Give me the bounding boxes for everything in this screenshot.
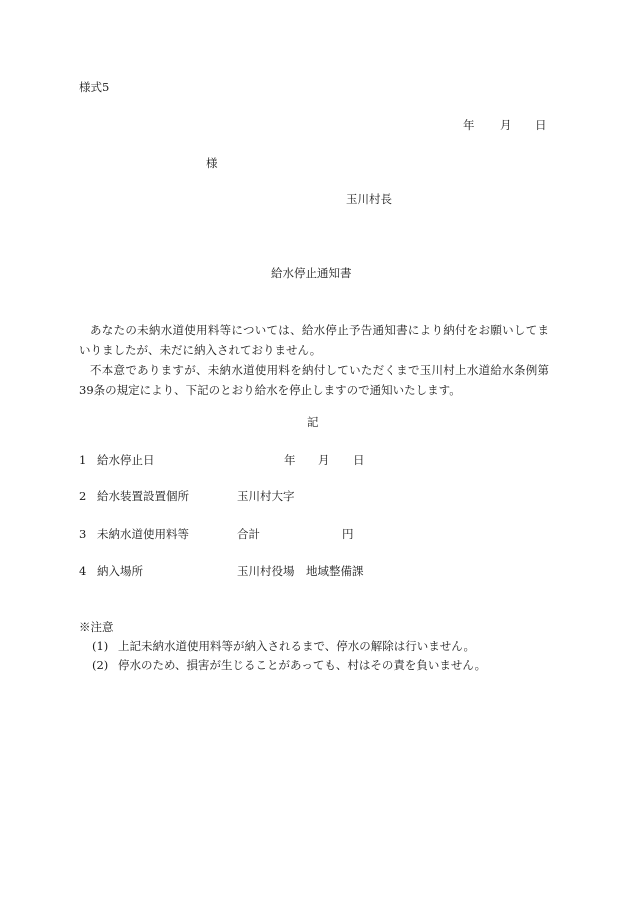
note-1-marker: (1) (92, 639, 109, 653)
note-1-text: 上記未納水道使用料等が納入されるまで、停水の解除は行いません。 (118, 639, 475, 653)
date-day: 日 (535, 118, 547, 132)
date-month: 月 (500, 118, 512, 132)
note-2-text: 停水のため、損害が生じることがあっても、村はその責を負いません。 (118, 658, 487, 672)
item-1-number: 1 (79, 453, 87, 467)
ki-heading: 記 (307, 415, 319, 429)
item-3-number: 3 (79, 527, 87, 541)
item-2-number: 2 (79, 489, 87, 503)
item-4-label: 納入場所 (97, 564, 143, 578)
body-paragraph-1: あなたの未納水道使用料等については、給水停止予告通知書により納付をお願いしてまいりましたが、未だに納入されておりません。 (79, 323, 549, 357)
item-4-value: 玉川村役場 地域整備課 (237, 564, 364, 578)
item-3-label: 未納水道使用料等 (97, 527, 189, 541)
item-2-label: 給水装置設置個所 (97, 489, 189, 503)
body-paragraph-2: 不本意でありますが、未納水道使用料を納付していただくまで玉川村上水道給水条例第39条の規定により、下記のとおり給水を停止しますので通知いたします。 (79, 363, 549, 397)
date-year: 年 (463, 118, 475, 132)
item-1-month: 月 (318, 453, 330, 467)
item-1-label: 給水停止日 (97, 453, 155, 467)
item-1-day: 日 (353, 453, 365, 467)
item-2-value: 玉川村大字 (237, 489, 295, 503)
body-text (79, 320, 549, 400)
note-2-marker: (2) (92, 658, 109, 672)
item-3-value: 合計 (237, 527, 260, 541)
item-4-number: 4 (79, 564, 87, 578)
document-title: 給水停止通知書 (271, 266, 352, 280)
addressee-suffix: 様 (206, 156, 218, 170)
item-1-year: 年 (284, 453, 296, 467)
item-3-unit: 円 (342, 527, 354, 541)
issuer: 玉川村長 (346, 192, 392, 206)
form-number: 様式5 (79, 80, 110, 94)
notes-heading: ※注意 (79, 620, 114, 634)
